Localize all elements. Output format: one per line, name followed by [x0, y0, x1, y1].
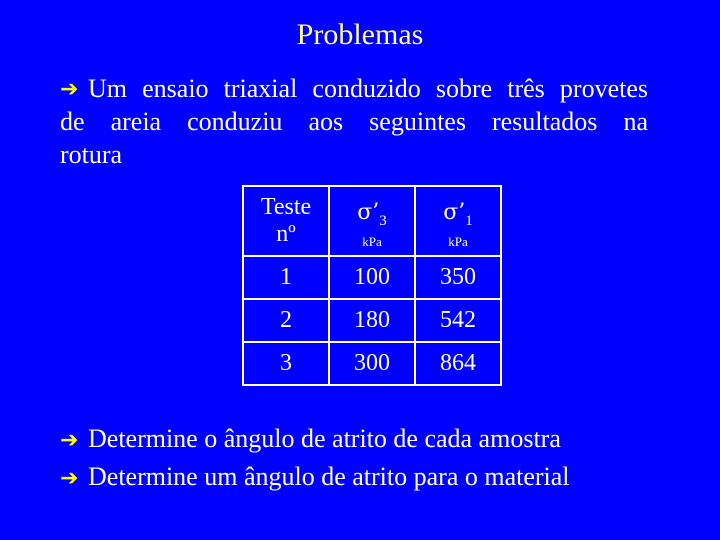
table-row — [243, 342, 501, 385]
table-row — [243, 299, 501, 342]
header-sigma1 — [415, 186, 501, 256]
table-cell: 180 — [329, 299, 415, 342]
arrow-right-icon: ➔ — [60, 427, 79, 452]
table-cell: 864 — [415, 342, 501, 385]
sigma3-subscript: 3 — [379, 212, 387, 229]
header-sigma3 — [329, 186, 415, 256]
header-test-label: Teste — [260, 194, 312, 220]
table-cell: 1 — [243, 256, 329, 299]
arrow-right-icon: ➔ — [60, 465, 79, 490]
table-cell: 350 — [415, 256, 501, 299]
header-test-number — [243, 186, 329, 256]
sigma1-unit: kPa — [448, 233, 468, 249]
header-number-label: nº — [276, 221, 296, 247]
table-cell: 3 — [243, 342, 329, 385]
table-row — [243, 256, 501, 299]
bullet-1-line-2: de areia conduziu aos seguintes resultados na — [60, 107, 648, 136]
table-cell: 2 — [243, 299, 329, 342]
bullet-item-3 — [60, 461, 570, 493]
bullet-1-line-1: Um ensaio triaxial conduzido sobre três provetes — [88, 74, 648, 103]
table-cell: 542 — [415, 299, 501, 342]
sigma3-symbol: σ’ — [357, 199, 380, 225]
table-cell: 100 — [329, 256, 415, 299]
bullet-item-1 — [60, 72, 648, 171]
table-cell: 300 — [329, 342, 415, 385]
results-table — [242, 185, 502, 386]
sigma1-symbol: σ’ — [443, 199, 466, 225]
table-header-row — [243, 186, 501, 256]
sigma1-subscript: 1 — [465, 212, 473, 229]
slide-title: Problemas — [296, 18, 424, 51]
sigma3-unit: kPa — [362, 233, 382, 249]
bullet-2-text: Determine o ângulo de atrito de cada amostra — [88, 424, 561, 453]
bullet-item-2 — [60, 423, 561, 455]
bullet-3-text: Determine um ângulo de atrito para o material — [88, 462, 570, 491]
bullet-1-line-3: rotura — [60, 140, 123, 169]
arrow-right-icon: ➔ — [60, 76, 79, 101]
